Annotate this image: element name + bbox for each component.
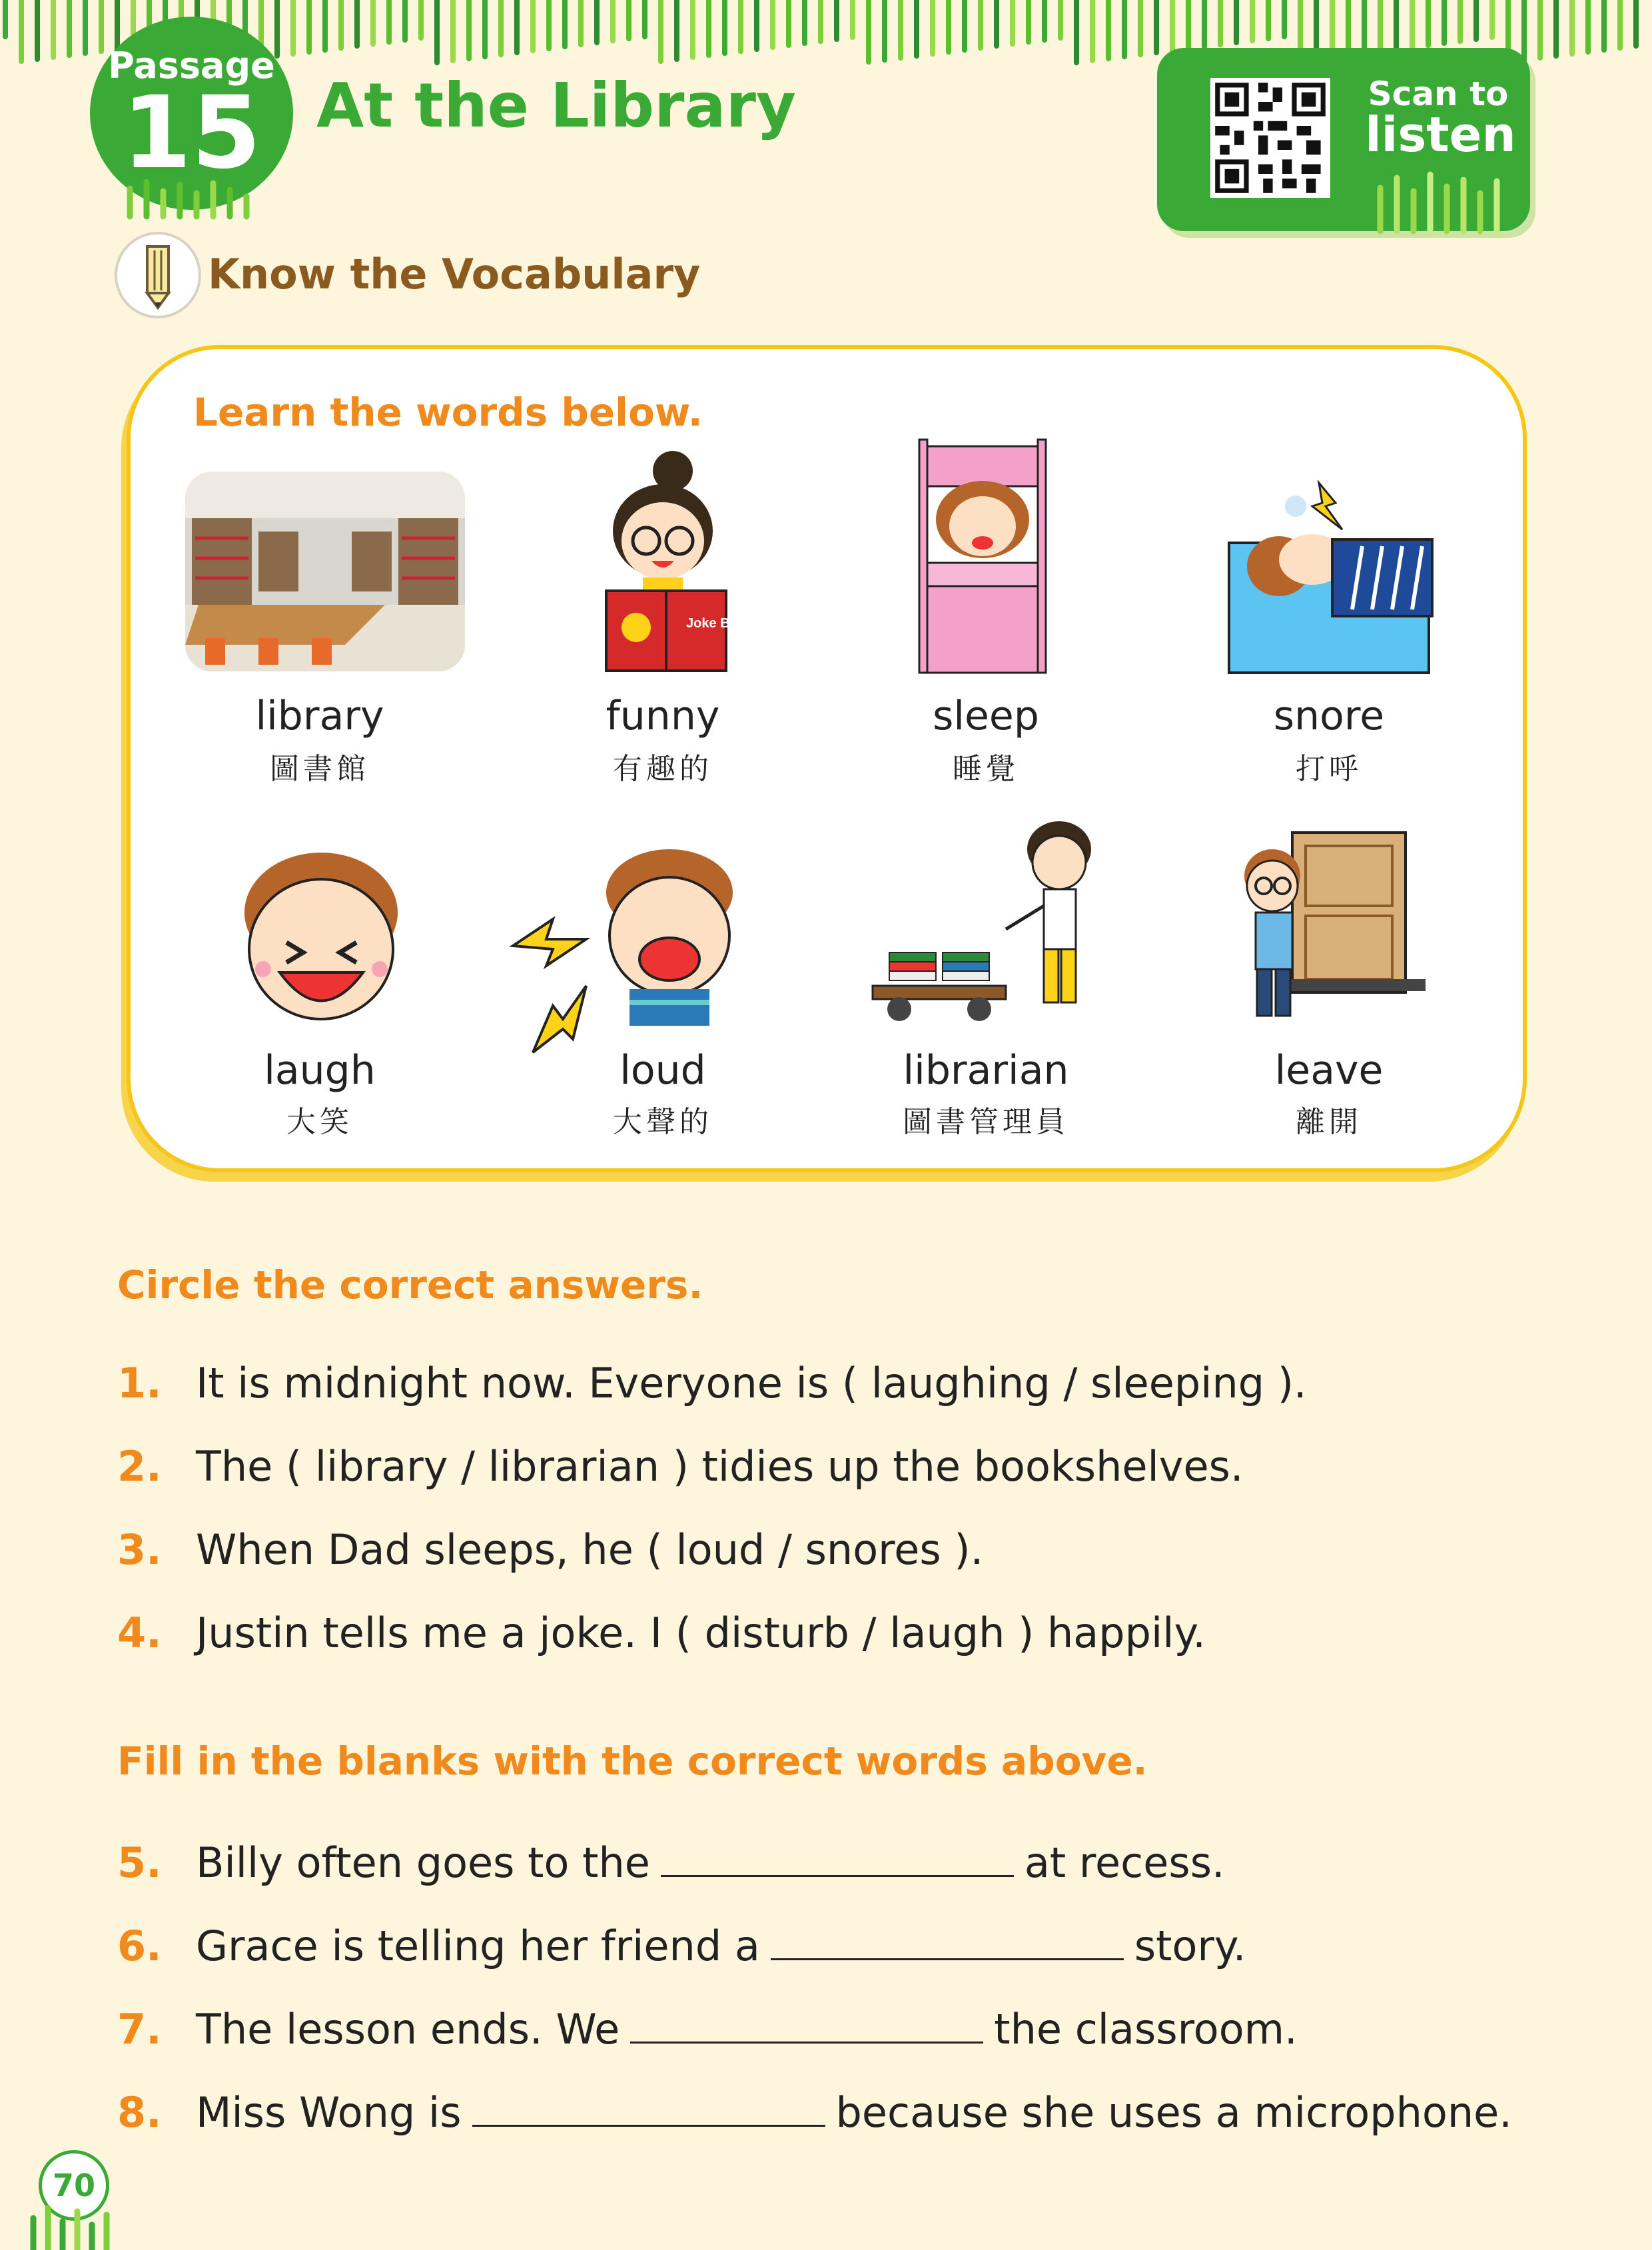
vocab-chinese-laugh: 大笑 [286, 1105, 353, 1139]
question-text-before: Grace is telling her friend a [196, 1922, 760, 1970]
vocab-word-loud: loud [620, 1047, 706, 1094]
question-number: 3. [117, 1525, 162, 1574]
vocab-chinese-library: 圖書館 [270, 752, 370, 786]
grass-decoration [1370, 168, 1517, 231]
vocab-word-sleep: sleep [933, 693, 1039, 739]
vocab-chinese-sleep: 睡覺 [953, 752, 1019, 786]
vocab-chinese-librarian: 圖書管理員 [903, 1105, 1069, 1139]
question-number: 5. [117, 1838, 162, 1887]
question-text-after: at recess. [1024, 1838, 1225, 1887]
question-text-after: story. [1134, 1922, 1246, 1970]
question-text: Justin tells me a joke. I ( disturb / laugh ) happily. [196, 1609, 1206, 1657]
question-8 [117, 2085, 1512, 2137]
question-2[interactable] [117, 1442, 1244, 1491]
library-photo [185, 472, 465, 671]
vocab-word-laugh: laugh [264, 1047, 376, 1094]
vocab-chinese-funny: 有趣的 [613, 752, 713, 786]
vocab-chinese-leave: 離開 [1296, 1105, 1362, 1139]
question-4[interactable] [117, 1609, 1206, 1657]
answer-blank[interactable] [472, 2085, 825, 2127]
question-1[interactable] [117, 1359, 1307, 1407]
answer-blank[interactable] [630, 2002, 983, 2044]
page-number: 70 [39, 2150, 109, 2221]
question-number: 6. [117, 1922, 162, 1970]
pencil-icon [115, 232, 201, 318]
snore-picture [1226, 476, 1436, 676]
joke-book-label: Joke Book [686, 616, 754, 631]
grass-decoration [90, 177, 293, 216]
question-text-before: The lesson ends. We [196, 2005, 620, 2054]
question-number: 7. [117, 2005, 162, 2054]
passage-number: 15 [122, 75, 261, 191]
scan-to-listen-panel[interactable] [1157, 48, 1530, 231]
question-number: 8. [117, 2088, 162, 2137]
question-text: When Dad sleeps, he ( loud / snores ). [196, 1525, 984, 1574]
funny-picture [593, 448, 754, 671]
circle-heading: Circle the correct answers. [117, 1262, 703, 1308]
grass-decoration [27, 2191, 120, 2250]
vocabulary-heading: Know the Vocabulary [208, 250, 701, 298]
passage-badge [90, 17, 293, 210]
vocab-chinese-loud: 大聲的 [613, 1105, 713, 1139]
qr-code-icon[interactable] [1210, 78, 1330, 198]
question-3[interactable] [117, 1525, 983, 1574]
vocab-word-library: library [255, 693, 384, 739]
answer-blank[interactable] [771, 1918, 1124, 1960]
question-number: 2. [117, 1442, 162, 1491]
librarian-picture [869, 819, 1122, 1026]
listen-label: listen [1365, 107, 1516, 163]
loud-picture [506, 846, 786, 1059]
vocab-word-librarian: librarian [903, 1047, 1069, 1094]
fill-heading: Fill in the blanks with the correct words above. [117, 1738, 1148, 1784]
question-text: It is midnight now. Everyone is ( laughing / sleeping ). [196, 1359, 1307, 1407]
leave-picture [1236, 829, 1426, 1026]
question-text-before: Miss Wong is [196, 2088, 462, 2137]
vocab-word-snore: snore [1273, 693, 1385, 739]
page-title: At the Library [316, 70, 796, 141]
question-text: The ( library / librarian ) tidies up the bookshelves. [196, 1442, 1244, 1491]
answer-blank[interactable] [661, 1835, 1014, 1877]
question-number: 1. [117, 1359, 162, 1407]
question-text-before: Billy often goes to the [196, 1838, 650, 1887]
vocabulary-instruction: Learn the words below. [193, 390, 703, 435]
passage-label: Passage [108, 45, 275, 87]
question-6 [117, 1918, 1246, 1970]
laugh-picture [233, 849, 410, 1022]
question-text-after: the classroom. [994, 2005, 1298, 2054]
scan-to-label: Scan to [1368, 75, 1509, 113]
vocab-chinese-snore: 打呼 [1296, 752, 1362, 786]
sleep-picture [916, 440, 1049, 673]
question-5 [117, 1835, 1225, 1887]
question-number: 4. [117, 1609, 162, 1657]
question-7 [117, 2002, 1298, 2054]
vocab-word-funny: funny [606, 693, 720, 739]
question-text-after: because she uses a microphone. [835, 2088, 1512, 2137]
vocab-word-leave: leave [1274, 1047, 1384, 1094]
